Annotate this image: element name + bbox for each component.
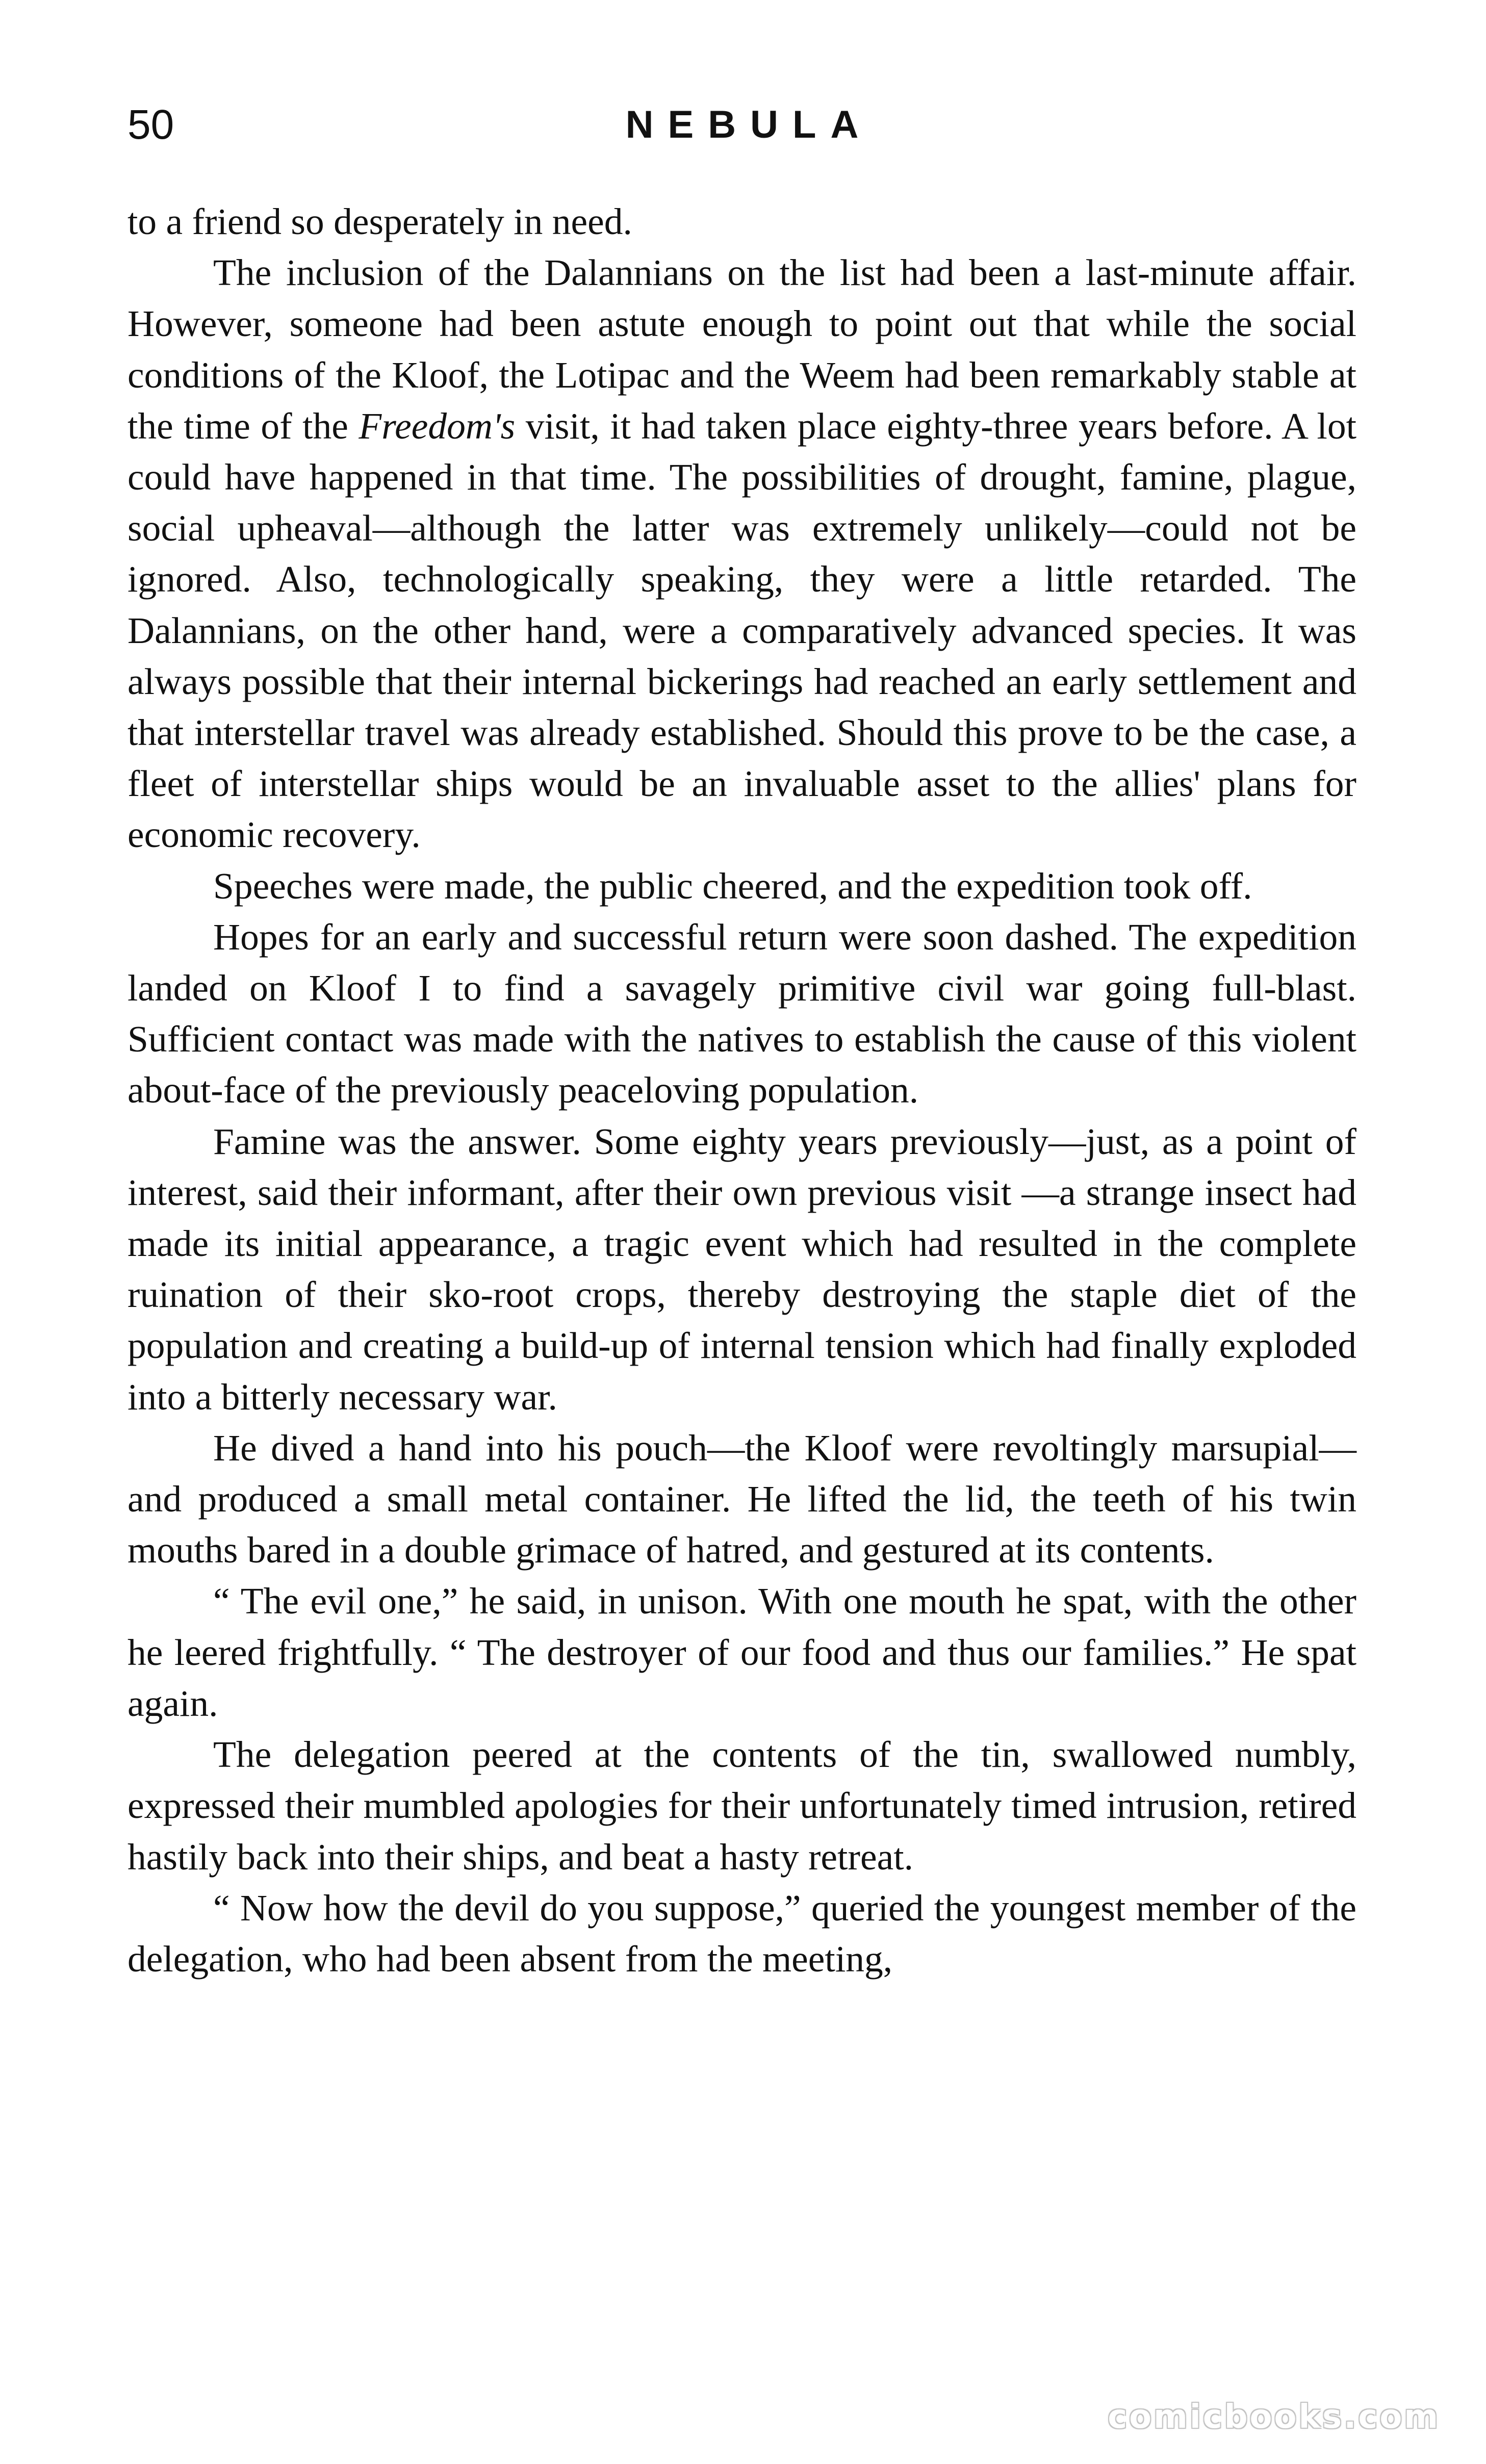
paragraph-1-text: to a friend so desperately in need. — [127, 201, 632, 242]
body-text — [127, 196, 1356, 1985]
paragraph-6 — [127, 1423, 1356, 1576]
paragraph-7-text: “ The evil one,” he said, in unison. With one mouth he spat, with the other he leered frightfully. “ The destroyer of our food and thus our families.” He spat again. — [127, 1580, 1356, 1724]
paragraph-5 — [127, 1116, 1356, 1423]
paragraph-9-text: “ Now how the devil do you suppose,” queried the youngest member of the delegation, who had been absent from the meeting, — [127, 1887, 1356, 1980]
running-head: NEBULA — [625, 103, 873, 146]
page-header — [127, 97, 1356, 158]
paragraph-3-text: Speeches were made, the public cheered, and the expedition took off. — [213, 865, 1252, 907]
paragraph-1 — [127, 196, 1356, 247]
paragraph-2-text-after: visit, it had taken place eighty-three years before. A lot could have happened in that time. The possibilities of drought, famine, plague, social upheaval—although the latter was extremely unlikely—could not be ignored. Also, technologically speaking, they were a little retarded. The Dalannians, on the other hand, were a comparatively advanced species. It was always possible that their internal bickerings had reached an early settlement and that interstellar travel was already established. Should this prove to be the case, a fleet of interstellar ships would be an invaluable asset to the allies' plans for economic recovery. — [127, 405, 1356, 856]
paragraph-6-text: He dived a hand into his pouch—the Kloof were revoltingly marsupial—and produced a small metal container. He lifted the lid, the teeth of his twin mouths bared in a double grimace of hatred, and gestured at its contents. — [127, 1427, 1356, 1571]
paragraph-2-text-before: The inclusion of the Dalannians on the list had been a last-minute affair. However, someone had been astute enough to point out that while the social conditions of the Kloof, the Lotipac and the Weem had been remarkably stable at the time of the — [127, 252, 1356, 447]
paragraph-7 — [127, 1576, 1356, 1729]
paragraph-8-text: The delegation peered at the contents of the tin, swallowed numbly, expressed their mumbled apologies for their unfortunately timed intrusion, retired hastily back into their ships, and beat a hasty retreat. — [127, 1734, 1356, 1878]
paragraph-5-text: Famine was the answer. Some eighty years previously—just, as a point of interest, said their informant, after their own previous visit —a strange insect had made its initial appearance, a tragic event which had resulted in the complete ruination of their sko-root crops, thereby destroying the staple diet of the population and creating a build-up of internal tension which had finally exploded into a bitterly necessary war. — [127, 1120, 1356, 1418]
watermark: comicbooks.com — [1108, 2398, 1440, 2436]
paragraph-8 — [127, 1729, 1356, 1883]
paragraph-3 — [127, 861, 1356, 912]
paragraph-4 — [127, 912, 1356, 1116]
paragraph-2 — [127, 247, 1356, 860]
ship-name: Freedom's — [358, 405, 516, 447]
page-number: 50 — [127, 101, 174, 148]
paragraph-9 — [127, 1883, 1356, 1985]
paragraph-4-text: Hopes for an early and successful return were soon dashed. The expedition landed on Kloof I to find a savagely primitive civil war going full-blast. Sufficient contact was made with the natives to establish the cause of this violent about-face of the previously peaceloving population. — [127, 916, 1356, 1111]
